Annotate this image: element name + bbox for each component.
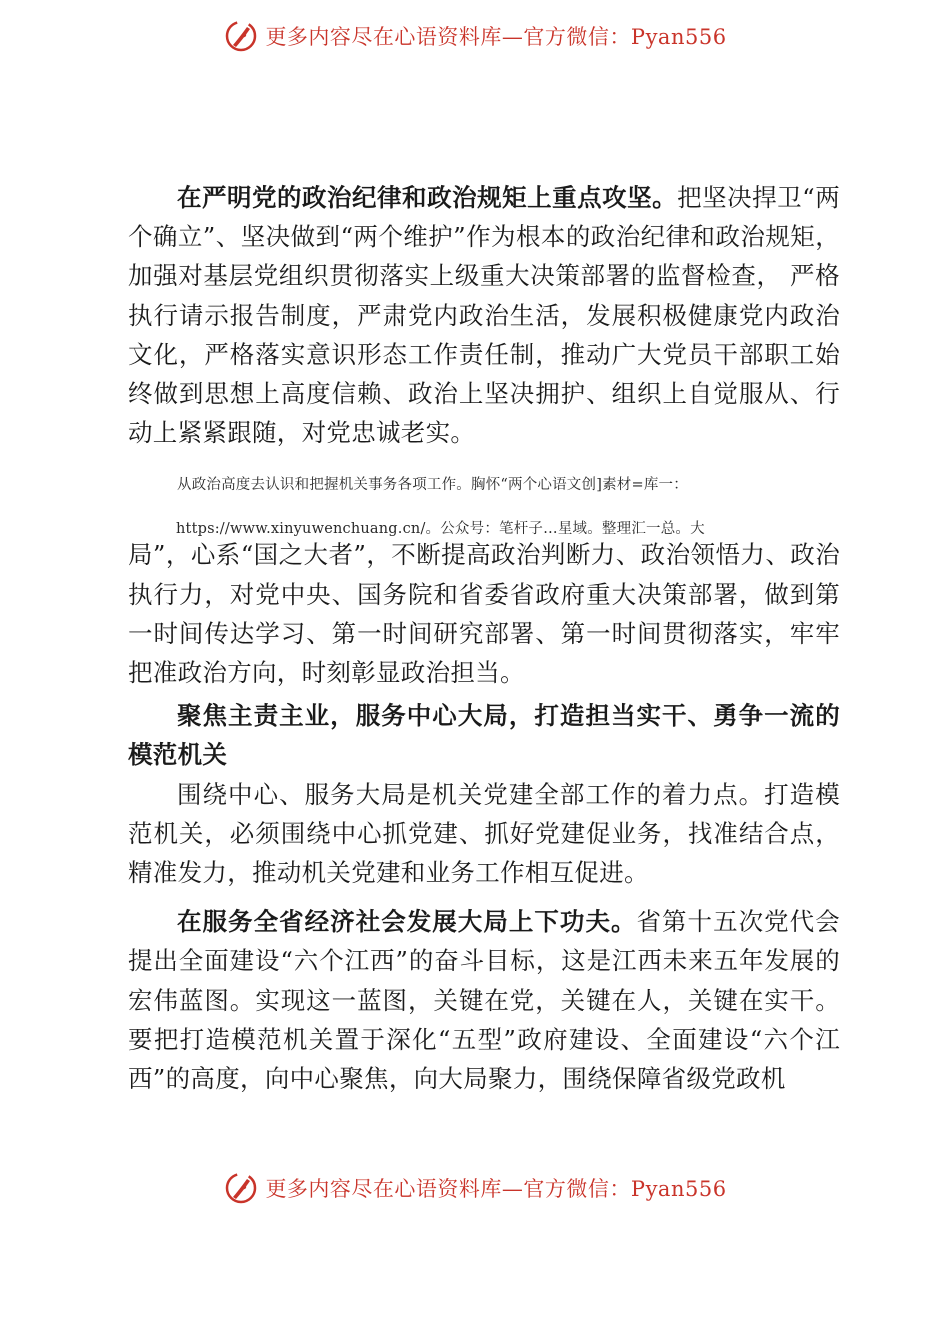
paragraph-1-lead: 在严明党的政治纪律和政治规矩上重点攻坚。 [177,183,678,212]
paragraph-2: 局”，心系“国之大者”，不断提高政治判断力、政治领悟力、政治执行力，对党中央、国务院和省委省政府重大决策部署，做到第一时间传达学习、第一时间研究部署、第一时间贯彻落实，牢牢把准政治方向，时刻彰显政治担当。 [128,540,840,688]
section-heading: 聚焦主责主业，服务中心大局，打造担当实干、勇争一流的模范机关 [128,701,840,770]
document-body [128,178,840,1098]
paragraph-4-lead: 在服务全省经济社会发展大局上下功夫。 [177,907,637,937]
footer-banner [0,1168,950,1208]
brush-logo-icon [223,1170,259,1206]
footer-banner-text: 更多内容尽在心语资料库—官方微信：Pyan556 [265,1177,727,1201]
paragraph-3: 围绕中心、服务大局是机关党建全部工作的着力点。打造模范机关，必须围绕中心抓党建、抓好党建促业务，找准结合点，精准发力，推动机关党建和业务工作相互促进。 [128,779,840,888]
paragraph-1-text: 把坚决捍卫“两个确立”、坚决做到“两个维护”作为根本的政治纪律和政治规矩，加强对基层党组织贯彻落实上级重大决策部署的监督检查， 严格执行请示报告制度，严肃党内政治生活，发展积极健康党内政治文化，严格落实意识形态工作责任制，推动广大党员干部职工始终做到思想上高度信赖、政治上坚决拥护、组织上自觉服从、行动上紧紧跟随，对党忠诚老实。 [128,183,841,448]
paragraph-4-text: 省第十五次党代会提出全面建设“六个江西”的奋斗目标，这是江西未来五年发展的宏伟蓝图。实现这一蓝图，关键在党，关键在人，关键在实干。要把打造模范机关置于深化“五型”政府建设、全面建设“六个江西”的高度，向中心聚焦，向大局聚力，围绕保障省级党政机 [128,907,840,1094]
watermark-line-2: https://www.xinyuwenchuang.cn/。公众号：笔杆子…星域。整理汇一总。大 [176,521,705,538]
header-banner-text: 更多内容尽在心语资料库—官方微信：Pyan556 [265,25,727,49]
header-banner [0,16,950,56]
watermark-line-1: 从政治高度去认识和把握机关事务各项工作。胸怀“两个心语文创]素材=库一： [177,477,688,494]
paragraph-1 [128,178,840,452]
paragraph-4 [128,902,840,1098]
brush-logo-icon [223,18,259,54]
